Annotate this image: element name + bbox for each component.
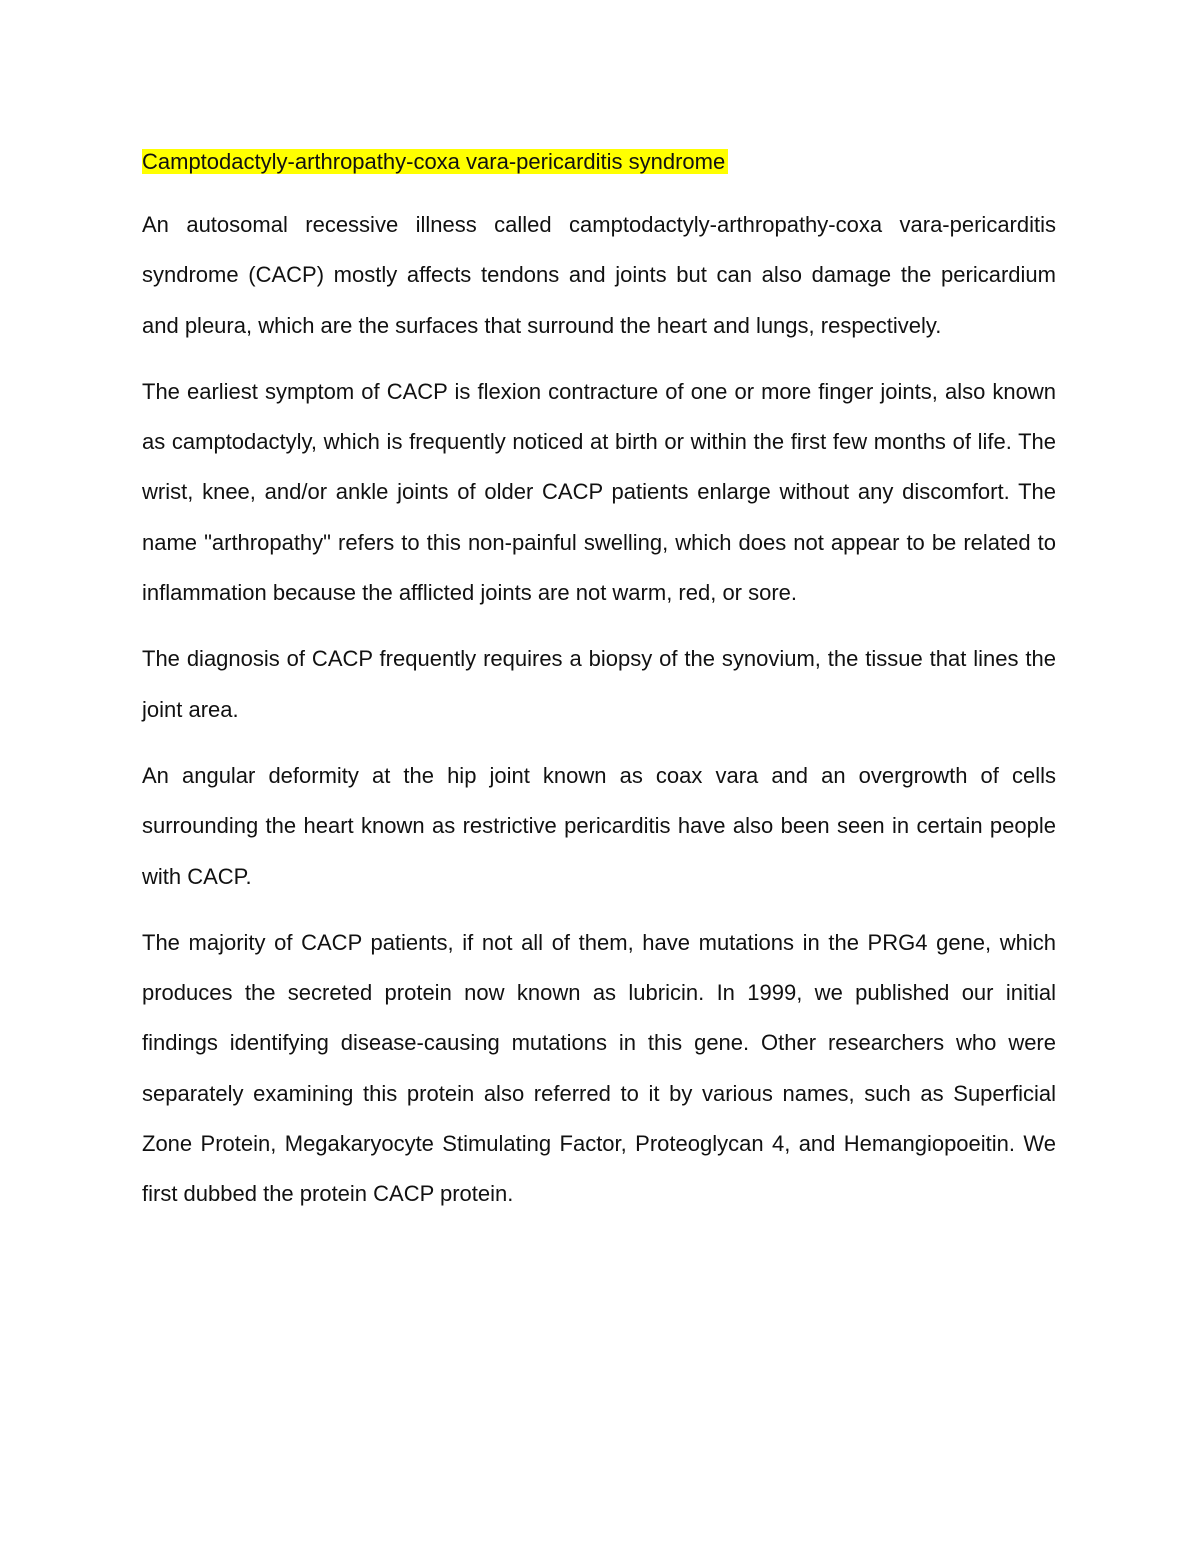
paragraph-deformity: An angular deformity at the hip joint known as coax vara and an overgrowth of cells surrounding the heart known as restrictive pericarditis have also been seen in certain people with CACP. [142, 762, 1056, 889]
paragraph-intro: An autosomal recessive illness called camptodactyly-arthropathy-coxa vara-pericarditis syndrome (CACP) mostly affects tendons and joints but can also damage the pericardium and pleura, which are the surfaces that surround the heart and lungs, respectively. [142, 212, 1056, 338]
document-body [142, 140, 1056, 1236]
document-title [142, 140, 1056, 184]
paragraph-symptoms: The earliest symptom of CACP is flexion contracture of one or more finger joints, also known as camptodactyly, which is frequently noticed at birth or within the first few months of life. The wrist, knee, and/or ankle joints of older CACP patients enlarge without any discomfort. The name "arthropathy" refers to this non-painful swelling, which does not appear to be related to inflammation because the afflicted joints are not warm, red, or sore. [142, 378, 1056, 606]
paragraph-diagnosis: The diagnosis of CACP frequently requires a biopsy of the synovium, the tissue that lines the joint area. [142, 646, 1056, 722]
paragraph-genetics: The majority of CACP patients, if not all of them, have mutations in the PRG4 gene, which produces the secreted protein now known as lubricin. In 1999, we published our initial findings identifying disease-causing mutations in this gene. Other researchers who were separately examining this protein also referred to it by various names, such as Superficial Zone Protein, Megakaryocyte Stimulating Factor, Proteoglycan 4, and Hemangiopoeitin. We first dubbed the protein CACP protein. [142, 929, 1056, 1207]
highlighted-title-text: Camptodactyly-arthropathy-coxa vara-pericarditis syndrome [142, 149, 728, 174]
